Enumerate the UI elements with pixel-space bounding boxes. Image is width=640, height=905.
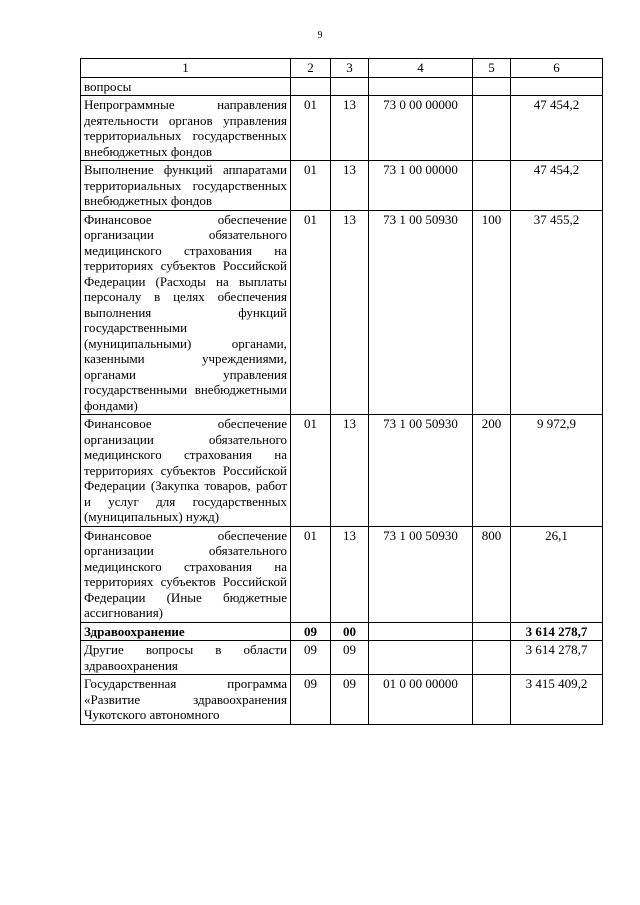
row-amount: 26,1 [511, 526, 603, 622]
row-section: 09 [291, 675, 331, 725]
header-col-5: 5 [473, 59, 511, 78]
row-name: Выполнение функций аппаратами территориальных государственных внебюджетных фондов [81, 161, 291, 211]
row-expense-type: 100 [473, 210, 511, 415]
row-expense-type [473, 675, 511, 725]
row-target-article: 73 1 00 50930 [369, 526, 473, 622]
row-expense-type [473, 96, 511, 161]
row-section: 01 [291, 161, 331, 211]
row-subsection: 09 [331, 641, 369, 675]
row-expense-type: 200 [473, 415, 511, 527]
row-target-article: 01 0 00 00000 [369, 675, 473, 725]
table-row [81, 622, 603, 641]
row-amount [511, 77, 603, 96]
row-subsection: 00 [331, 622, 369, 641]
row-name: Финансовое обеспечение организации обязательного медицинского страхования на территориях субъектов Российской Федерации (Иные бюджетные ассигнования) [81, 526, 291, 622]
row-subsection: 09 [331, 675, 369, 725]
row-amount: 47 454,2 [511, 161, 603, 211]
table-row [81, 77, 603, 96]
row-name: вопросы [81, 77, 291, 96]
row-subsection: 13 [331, 526, 369, 622]
row-name: Другие вопросы в области здравоохранения [81, 641, 291, 675]
row-expense-type [473, 161, 511, 211]
page-number: 9 [317, 30, 323, 41]
header-col-6: 6 [511, 59, 603, 78]
table-row [81, 96, 603, 161]
row-target-article: 73 0 00 00000 [369, 96, 473, 161]
row-expense-type: 800 [473, 526, 511, 622]
row-target-article [369, 641, 473, 675]
row-section: 01 [291, 96, 331, 161]
table-row [81, 641, 603, 675]
row-target-article [369, 77, 473, 96]
row-name: Здравоохранение [81, 622, 291, 641]
row-section: 09 [291, 641, 331, 675]
row-target-article [369, 622, 473, 641]
row-amount: 37 455,2 [511, 210, 603, 415]
table-row [81, 675, 603, 725]
row-section: 01 [291, 210, 331, 415]
row-target-article: 73 1 00 00000 [369, 161, 473, 211]
row-target-article: 73 1 00 50930 [369, 415, 473, 527]
header-col-3: 3 [331, 59, 369, 78]
header-col-2: 2 [291, 59, 331, 78]
row-section: 01 [291, 415, 331, 527]
row-amount: 3 614 278,7 [511, 622, 603, 641]
row-section: 01 [291, 526, 331, 622]
row-expense-type [473, 641, 511, 675]
row-expense-type [473, 622, 511, 641]
row-subsection: 13 [331, 415, 369, 527]
table-row [81, 210, 603, 415]
row-subsection: 13 [331, 210, 369, 415]
row-name: Финансовое обеспечение организации обязательного медицинского страхования на территориях субъектов Российской Федерации (Расходы на выплаты персоналу в целях обеспечения выполнения функций государственными (муниципальными) органами, казенными учреждениями, органами управления государственными внебюджетными фондами) [81, 210, 291, 415]
row-section: 09 [291, 622, 331, 641]
row-amount: 3 415 409,2 [511, 675, 603, 725]
table-row [81, 161, 603, 211]
table-row [81, 415, 603, 527]
row-expense-type [473, 77, 511, 96]
header-col-1: 1 [81, 59, 291, 78]
header-row [81, 59, 603, 78]
row-subsection [331, 77, 369, 96]
table-row [81, 526, 603, 622]
row-name: Финансовое обеспечение организации обязательного медицинского страхования на территориях субъектов Российской Федерации (Закупка товаров, работ и услуг для государственных (муниципальных) нужд) [81, 415, 291, 527]
row-amount: 9 972,9 [511, 415, 603, 527]
row-subsection: 13 [331, 96, 369, 161]
row-section [291, 77, 331, 96]
row-name: Непрограммные направления деятельности органов управления территориальных государственных внебюджетных фондов [81, 96, 291, 161]
row-subsection: 13 [331, 161, 369, 211]
header-col-4: 4 [369, 59, 473, 78]
budget-table [80, 58, 603, 725]
row-name: Государственная программа «Развитие здравоохранения Чукотского автономного [81, 675, 291, 725]
row-amount: 47 454,2 [511, 96, 603, 161]
row-target-article: 73 1 00 50930 [369, 210, 473, 415]
row-amount: 3 614 278,7 [511, 641, 603, 675]
